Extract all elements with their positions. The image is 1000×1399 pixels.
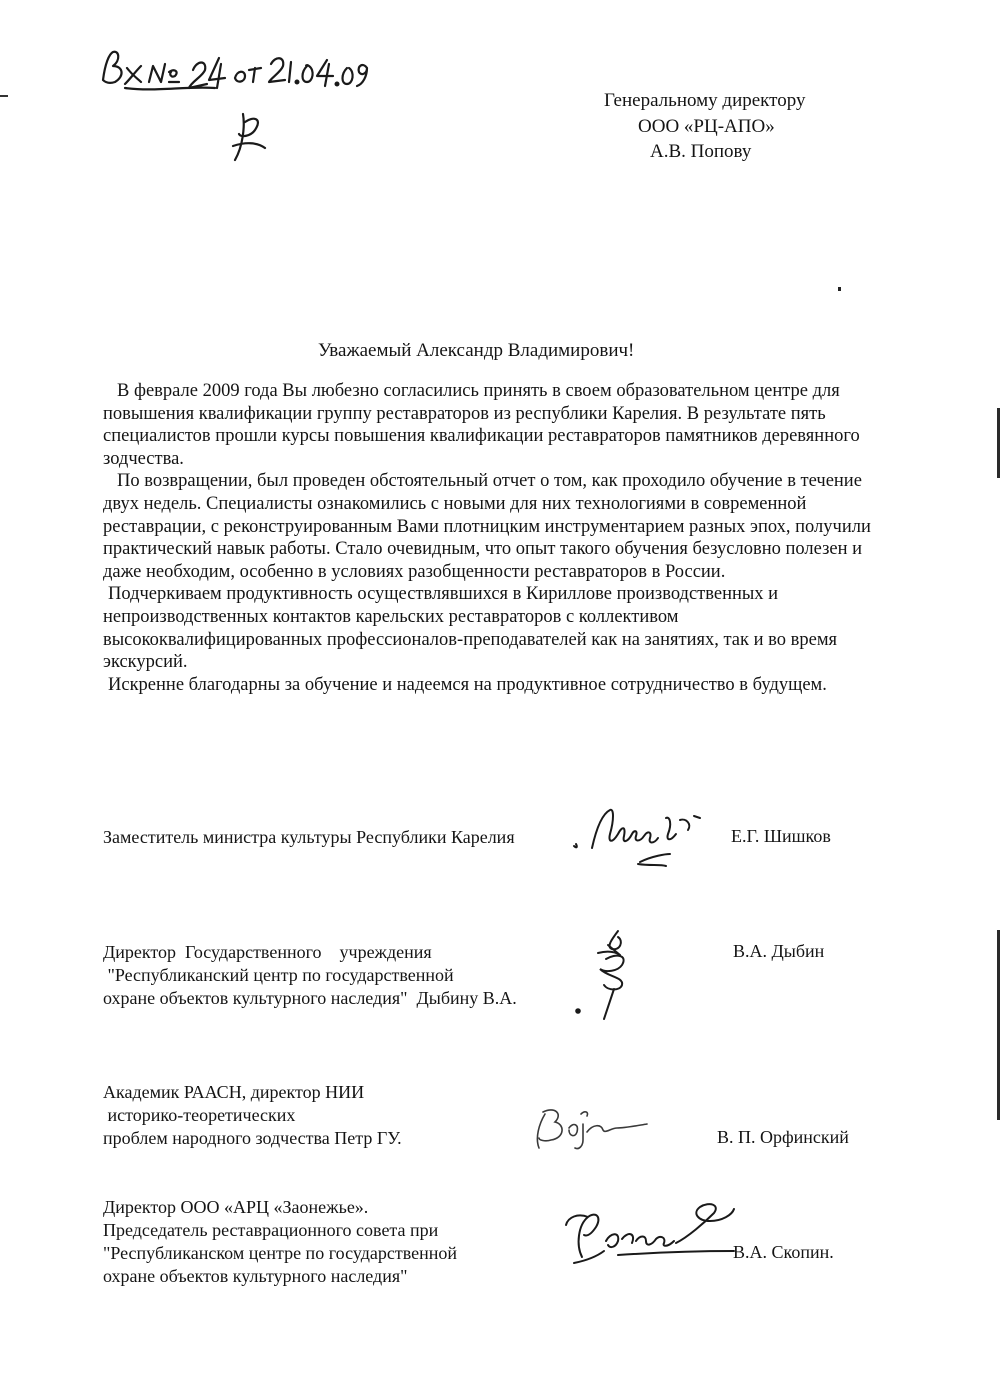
salutation: Уважаемый Александр Владимирович! — [318, 340, 635, 361]
signatory-4-title — [103, 1196, 457, 1288]
handwritten-registration-note — [95, 42, 375, 172]
signature-orfinsky — [525, 1098, 670, 1160]
signatory-3-title — [103, 1081, 402, 1150]
signatory-4-line: охране объектов культурного наследия" — [103, 1266, 408, 1286]
scan-dot — [838, 287, 841, 291]
signatory-2-name: В.А. Дыбин — [733, 941, 825, 961]
signatory-3-line: проблем народного зодчества Петр ГУ. — [103, 1128, 402, 1148]
addressee-name: А.В. Попову — [650, 141, 752, 162]
signatory-2-line: "Республиканский центр по государственной — [103, 965, 454, 985]
signatory-2-line: Директор Государственного учреждения — [103, 942, 432, 962]
letter-body — [103, 380, 893, 696]
signature-shishkov — [570, 800, 730, 880]
signature-dybin — [572, 925, 652, 1025]
signatory-4-name: В.А. Скопин. — [733, 1242, 834, 1262]
signatory-4-line: "Республиканском центре по государственной — [103, 1243, 457, 1263]
body-paragraph-2: По возвращении, был проведен обстоятельный отчет о том, как проходило обучение в течение двух недель. Специалисты ознакомились с новыми для них технологиями в современной реставрации, с реконструированным Вами плотницким инструментарием разных эпох, получили практический навык работы. Стало очевидным, что опыт такого обучения безусловно полезен и даже необходим, особенно в условиях разобщенности реставраторов в России. — [103, 471, 871, 582]
signatory-2-title — [103, 941, 517, 1010]
signatory-2-line: охране объектов культурного наследия" Дыбину В.А. — [103, 988, 517, 1008]
addressee-line-1: Генеральному директору — [604, 90, 806, 111]
signature-skopin — [548, 1195, 748, 1280]
body-paragraph-4: Искренне благодарны за обучение и надеемся на продуктивное сотрудничество в будущем. — [108, 674, 827, 695]
signatory-1-title: Заместитель министра культуры Республики Карелия — [103, 827, 515, 847]
body-paragraph-1: В феврале 2009 года Вы любезно согласились принять в своем образовательном центре для повышения квалификации группу реставраторов из республики Карелия. В результате пять специалистов прошли курсы повышения квалификации реставраторов памятников деревянного зодчества. — [103, 381, 860, 469]
body-paragraph-3: Подчеркиваем продуктивность осуществлявшихся в Кириллове производственных и непроизводственных контактов карельских реставраторов с коллективом высококвалифицированных профессионалов-преподавателей как на занятиях, так и во время экскурсий. — [103, 584, 838, 673]
scan-margin-mark — [0, 95, 8, 97]
signatory-3-line: Академик РААСН, директор НИИ — [103, 1082, 365, 1102]
signatory-3-line: историко-теоретических — [103, 1105, 296, 1125]
addressee-company: ООО «РЦ-АПО» — [638, 116, 775, 137]
signatory-4-line: Председатель реставрационного совета при — [103, 1220, 439, 1240]
signatory-1-name: Е.Г. Шишков — [731, 826, 831, 846]
signatory-3-name: В. П. Орфинский — [717, 1127, 849, 1147]
signatory-4-line: Директор ООО «АРЦ «Заонежье». — [103, 1197, 369, 1217]
